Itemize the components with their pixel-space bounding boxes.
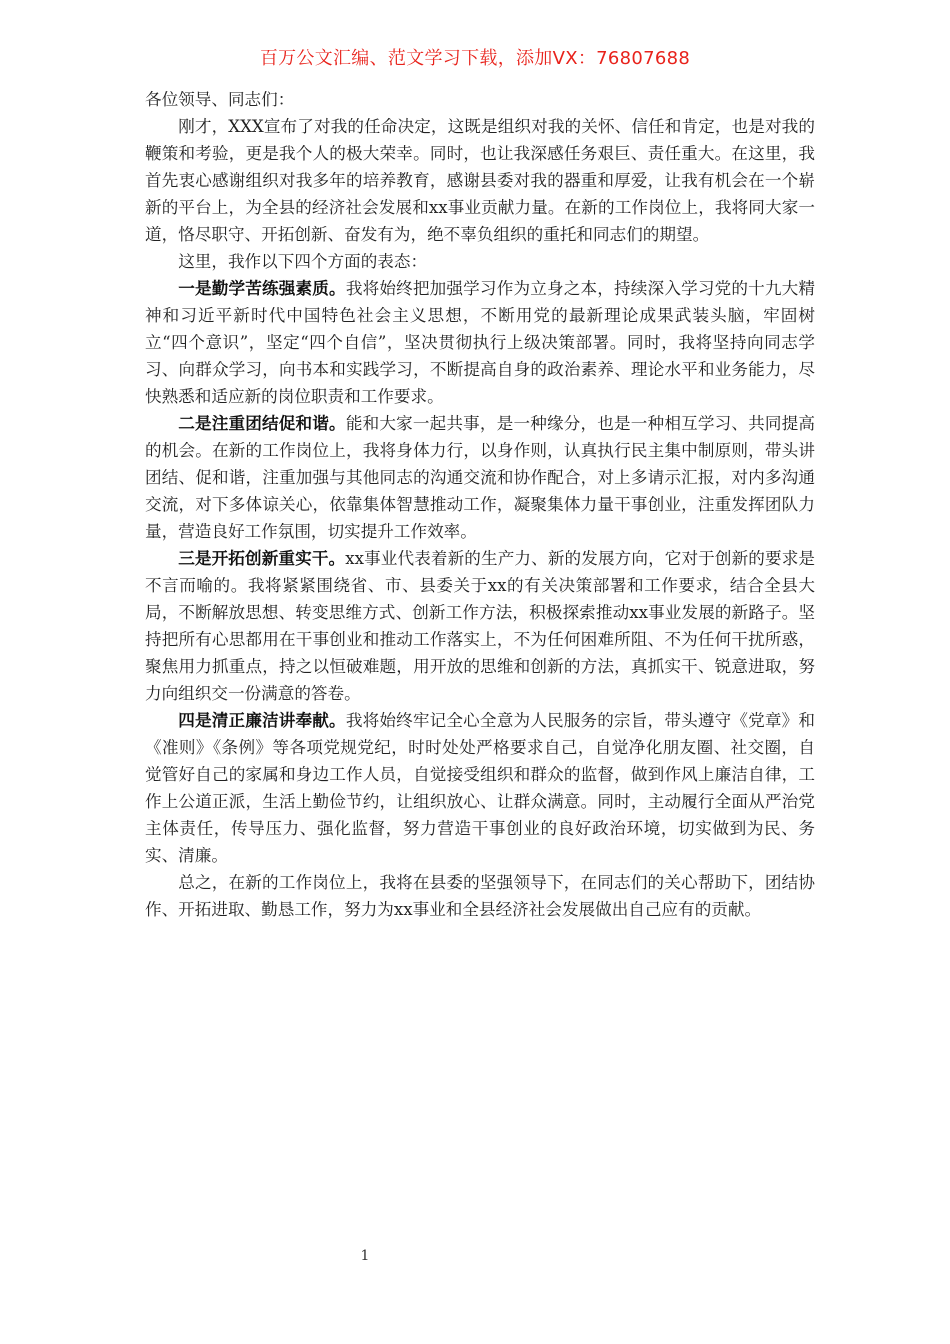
- point-3-heading: 三是开拓创新重实干。: [178, 549, 346, 568]
- page-number: 1: [360, 1248, 370, 1264]
- point-1-text: 我将始终把加强学习作为立身之本，持续深入学习党的十九大精神和习近平新时代中国特色社会主义思想，不断用党的最新理论成果武装头脑，牢固树立“四个意识”，坚定“四个自信”，坚决贯彻执行上级决策部署。同时，我将坚持向同志学习、向群众学习，向书本和实践学习，不断提高自身的政治素养、理论水平和业务能力，尽快熟悉和适应新的岗位职责和工作要求。: [145, 279, 816, 406]
- paragraph-point-4: [145, 707, 815, 869]
- point-4-text: 我将始终牢记全心全意为人民服务的宗旨，带头遵守《党章》和《准则》《条例》等各项党规党纪，时时处处严格要求自己，自觉净化朋友圈、社交圈，自觉管好自己的家属和身边工作人员，自觉接受组织和群众的监督，做到作风上廉洁自律，工作上公道正派，生活上勤俭节约，让组织放心、让群众满意。同时，主动履行全面从严治党主体责任，传导压力、强化监督，努力营造干事创业的良好政治环境，切实做到为民、务实、清廉。: [145, 711, 816, 865]
- document-body: [145, 86, 815, 923]
- paragraph-point-1: [145, 275, 815, 410]
- point-3-text: xx事业代表着新的生产力、新的发展方向，它对于创新的要求是不言而喻的。我将紧紧围绕省、市、县委关于xx的有关决策部署和工作要求，结合全县大局，不断解放思想、转变思维方式、创新工作方法，积极探索推动xx事业发展的新路子。坚持把所有心思都用在干事创业和推动工作落实上，不为任何困难所阻、不为任何干扰所惑，聚焦用力抓重点，持之以恒破难题，用开放的思维和创新的方法，真抓实干、锐意进取，努力向组织交一份满意的答卷。: [145, 549, 816, 703]
- point-4-heading: 四是清正廉洁讲奉献。: [178, 711, 346, 730]
- paragraph-intro: 刚才，XXX宣布了对我的任命决定，这既是组织对我的关怀、信任和肯定，也是对我的鞭策和考验，更是我个人的极大荣幸。同时，也让我深感任务艰巨、责任重大。在这里，我首先衷心感谢组织对我多年的培养教育，感谢县委对我的器重和厚爱，让我有机会在一个崭新的平台上，为全县的经济社会发展和xx事业贡献力量。在新的工作岗位上，我将同大家一道，恪尽职守、开拓创新、奋发有为，绝不辜负组织的重托和同志们的期望。: [145, 117, 815, 244]
- paragraph-point-3: [145, 545, 815, 707]
- point-2-text: 能和大家一起共事，是一种缘分，也是一种相互学习、共同提高的机会。在新的工作岗位上，我将身体力行，以身作则，认真执行民主集中制原则，带头讲团结、促和谐，注重加强与其他同志的沟通交流和协作配合，对上多请示汇报，对内多沟通交流，对下多体谅关心，依靠集体智慧推动工作，凝聚集体力量干事创业，注重发挥团队力量，营造良好工作氛围，切实提升工作效率。: [145, 414, 816, 541]
- point-2-heading: 二是注重团结促和谐。: [178, 414, 346, 433]
- paragraph-transition: 这里，我作以下四个方面的表态：: [178, 252, 428, 271]
- paragraph-conclusion: 总之，在新的工作岗位上，我将在县委的坚强领导下，在同志们的关心帮助下，团结协作、开拓进取、勤恳工作，努力为xx事业和全县经济社会发展做出自己应有的贡献。: [145, 873, 815, 919]
- watermark-header: 百万公文汇编、范文学习下载，添加VX：76807688: [259, 48, 691, 69]
- greeting: 各位领导、同志们：: [145, 90, 295, 109]
- point-1-heading: 一是勤学苦练强素质。: [178, 279, 346, 298]
- paragraph-point-2: [145, 410, 815, 545]
